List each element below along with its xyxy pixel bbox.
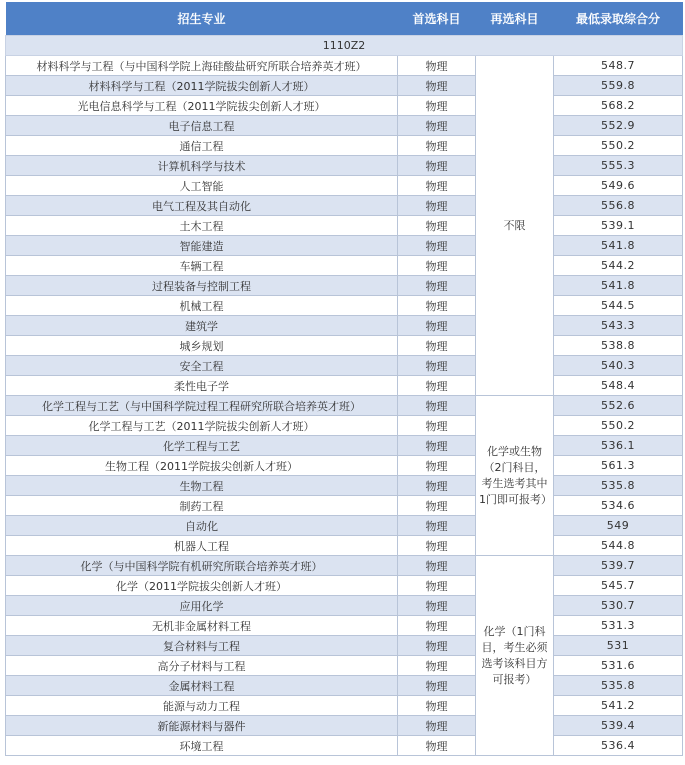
first-subject-cell: 物理: [398, 316, 476, 336]
table-row: [6, 416, 683, 436]
table-row: [6, 696, 683, 716]
major-cell: 金属材料工程: [6, 676, 398, 696]
first-subject-cell: 物理: [398, 236, 476, 256]
group-code-row: [6, 36, 683, 56]
major-cell: 过程装备与控制工程: [6, 276, 398, 296]
min-score-cell: 541.8: [554, 236, 683, 256]
table-row: [6, 316, 683, 336]
major-cell: 车辆工程: [6, 256, 398, 276]
first-subject-cell: 物理: [398, 596, 476, 616]
second-subject-cell: 化学或生物（2门科目，考生选考其中1门即可报考）: [476, 396, 554, 556]
table-row: [6, 56, 683, 76]
major-cell: 生物工程: [6, 476, 398, 496]
major-cell: 复合材料与工程: [6, 636, 398, 656]
min-score-cell: 534.6: [554, 496, 683, 516]
first-subject-cell: 物理: [398, 196, 476, 216]
table-row: [6, 456, 683, 476]
major-cell: 化学工程与工艺（2011学院拔尖创新人才班）: [6, 416, 398, 436]
first-subject-cell: 物理: [398, 616, 476, 636]
min-score-cell: 535.8: [554, 476, 683, 496]
table-row: [6, 136, 683, 156]
table-row: [6, 476, 683, 496]
first-subject-cell: 物理: [398, 276, 476, 296]
table-row: [6, 96, 683, 116]
major-cell: 材料科学与工程（2011学院拔尖创新人才班）: [6, 76, 398, 96]
major-cell: 电气工程及其自动化: [6, 196, 398, 216]
first-subject-cell: 物理: [398, 496, 476, 516]
first-subject-cell: 物理: [398, 696, 476, 716]
major-cell: 建筑学: [6, 316, 398, 336]
major-cell: 化学工程与工艺: [6, 436, 398, 456]
second-subject-cell: 不限: [476, 56, 554, 396]
group-code: 1110Z2: [6, 36, 683, 56]
first-subject-cell: 物理: [398, 356, 476, 376]
first-subject-cell: 物理: [398, 656, 476, 676]
major-cell: 材料科学与工程（与中国科学院上海硅酸盐研究所联合培养英才班）: [6, 56, 398, 76]
table-row: [6, 516, 683, 536]
major-cell: 电子信息工程: [6, 116, 398, 136]
major-cell: 无机非金属材料工程: [6, 616, 398, 636]
major-cell: 化学工程与工艺（与中国科学院过程工程研究所联合培养英才班）: [6, 396, 398, 416]
table-row: [6, 716, 683, 736]
first-subject-cell: 物理: [398, 456, 476, 476]
min-score-cell: 541.2: [554, 696, 683, 716]
major-cell: 安全工程: [6, 356, 398, 376]
major-cell: 新能源材料与器件: [6, 716, 398, 736]
min-score-cell: 536.1: [554, 436, 683, 456]
table-row: [6, 496, 683, 516]
major-cell: 化学（2011学院拔尖创新人才班）: [6, 576, 398, 596]
major-cell: 环境工程: [6, 736, 398, 756]
table-row: [6, 216, 683, 236]
min-score-cell: 536.4: [554, 736, 683, 756]
table-row: [6, 296, 683, 316]
table-row: [6, 376, 683, 396]
min-score-cell: 531.3: [554, 616, 683, 636]
major-cell: 柔性电子学: [6, 376, 398, 396]
first-subject-cell: 物理: [398, 396, 476, 416]
first-subject-cell: 物理: [398, 636, 476, 656]
min-score-cell: 543.3: [554, 316, 683, 336]
first-subject-cell: 物理: [398, 216, 476, 236]
table-row: [6, 616, 683, 636]
first-subject-cell: 物理: [398, 476, 476, 496]
major-cell: 自动化: [6, 516, 398, 536]
min-score-cell: 555.3: [554, 156, 683, 176]
major-cell: 光电信息科学与工程（2011学院拔尖创新人才班）: [6, 96, 398, 116]
major-cell: 土木工程: [6, 216, 398, 236]
first-subject-cell: 物理: [398, 436, 476, 456]
first-subject-cell: 物理: [398, 136, 476, 156]
min-score-cell: 548.7: [554, 56, 683, 76]
table-row: [6, 536, 683, 556]
major-cell: 智能建造: [6, 236, 398, 256]
first-subject-cell: 物理: [398, 736, 476, 756]
min-score-cell: 559.8: [554, 76, 683, 96]
first-subject-cell: 物理: [398, 376, 476, 396]
table-row: [6, 76, 683, 96]
min-score-cell: 540.3: [554, 356, 683, 376]
table-row: [6, 156, 683, 176]
min-score-cell: 561.3: [554, 456, 683, 476]
min-score-cell: 538.8: [554, 336, 683, 356]
table-row: [6, 116, 683, 136]
first-subject-cell: 物理: [398, 556, 476, 576]
major-cell: 应用化学: [6, 596, 398, 616]
min-score-cell: 544.2: [554, 256, 683, 276]
min-score-cell: 548.4: [554, 376, 683, 396]
min-score-cell: 545.7: [554, 576, 683, 596]
first-subject-cell: 物理: [398, 156, 476, 176]
min-score-cell: 531: [554, 636, 683, 656]
admission-scores-table: [5, 2, 683, 756]
min-score-cell: 549.6: [554, 176, 683, 196]
major-cell: 计算机科学与技术: [6, 156, 398, 176]
min-score-cell: 544.8: [554, 536, 683, 556]
table-row: [6, 176, 683, 196]
min-score-cell: 544.5: [554, 296, 683, 316]
min-score-cell: 530.7: [554, 596, 683, 616]
min-score-cell: 552.9: [554, 116, 683, 136]
first-subject-cell: 物理: [398, 96, 476, 116]
major-cell: 机械工程: [6, 296, 398, 316]
table-row: [6, 596, 683, 616]
major-cell: 化学（与中国科学院有机研究所联合培养英才班）: [6, 556, 398, 576]
min-score-cell: 539.4: [554, 716, 683, 736]
min-score-cell: 550.2: [554, 416, 683, 436]
min-score-cell: 552.6: [554, 396, 683, 416]
table-row: [6, 336, 683, 356]
table-row: [6, 576, 683, 596]
min-score-cell: 539.7: [554, 556, 683, 576]
header-first-subject: 首选科目: [398, 2, 476, 36]
min-score-cell: 549: [554, 516, 683, 536]
first-subject-cell: 物理: [398, 576, 476, 596]
table-row: [6, 196, 683, 216]
table-body: [6, 36, 683, 756]
table-row: [6, 736, 683, 756]
table-header-row: [6, 2, 683, 36]
first-subject-cell: 物理: [398, 516, 476, 536]
table-row: [6, 676, 683, 696]
min-score-cell: 535.8: [554, 676, 683, 696]
first-subject-cell: 物理: [398, 416, 476, 436]
min-score-cell: 556.8: [554, 196, 683, 216]
major-cell: 生物工程（2011学院拔尖创新人才班）: [6, 456, 398, 476]
major-cell: 能源与动力工程: [6, 696, 398, 716]
first-subject-cell: 物理: [398, 76, 476, 96]
table-row: [6, 556, 683, 576]
table-row: [6, 636, 683, 656]
major-cell: 机器人工程: [6, 536, 398, 556]
min-score-cell: 531.6: [554, 656, 683, 676]
first-subject-cell: 物理: [398, 336, 476, 356]
table-row: [6, 396, 683, 416]
major-cell: 人工智能: [6, 176, 398, 196]
table-row: [6, 356, 683, 376]
first-subject-cell: 物理: [398, 256, 476, 276]
min-score-cell: 539.1: [554, 216, 683, 236]
first-subject-cell: 物理: [398, 536, 476, 556]
table-row: [6, 436, 683, 456]
min-score-cell: 568.2: [554, 96, 683, 116]
major-cell: 通信工程: [6, 136, 398, 156]
table-row: [6, 276, 683, 296]
first-subject-cell: 物理: [398, 716, 476, 736]
header-major: 招生专业: [6, 2, 398, 36]
header-second-subject: 再选科目: [476, 2, 554, 36]
min-score-cell: 541.8: [554, 276, 683, 296]
major-cell: 高分子材料与工程: [6, 656, 398, 676]
first-subject-cell: 物理: [398, 296, 476, 316]
first-subject-cell: 物理: [398, 176, 476, 196]
first-subject-cell: 物理: [398, 56, 476, 76]
first-subject-cell: 物理: [398, 676, 476, 696]
table-row: [6, 256, 683, 276]
min-score-cell: 550.2: [554, 136, 683, 156]
first-subject-cell: 物理: [398, 116, 476, 136]
major-cell: 城乡规划: [6, 336, 398, 356]
header-min-score: 最低录取综合分: [554, 2, 683, 36]
major-cell: 制药工程: [6, 496, 398, 516]
second-subject-cell: 化学（1门科目，考生必须选考该科目方可报考）: [476, 556, 554, 756]
table-row: [6, 236, 683, 256]
admission-table-container: [5, 2, 682, 756]
table-row: [6, 656, 683, 676]
